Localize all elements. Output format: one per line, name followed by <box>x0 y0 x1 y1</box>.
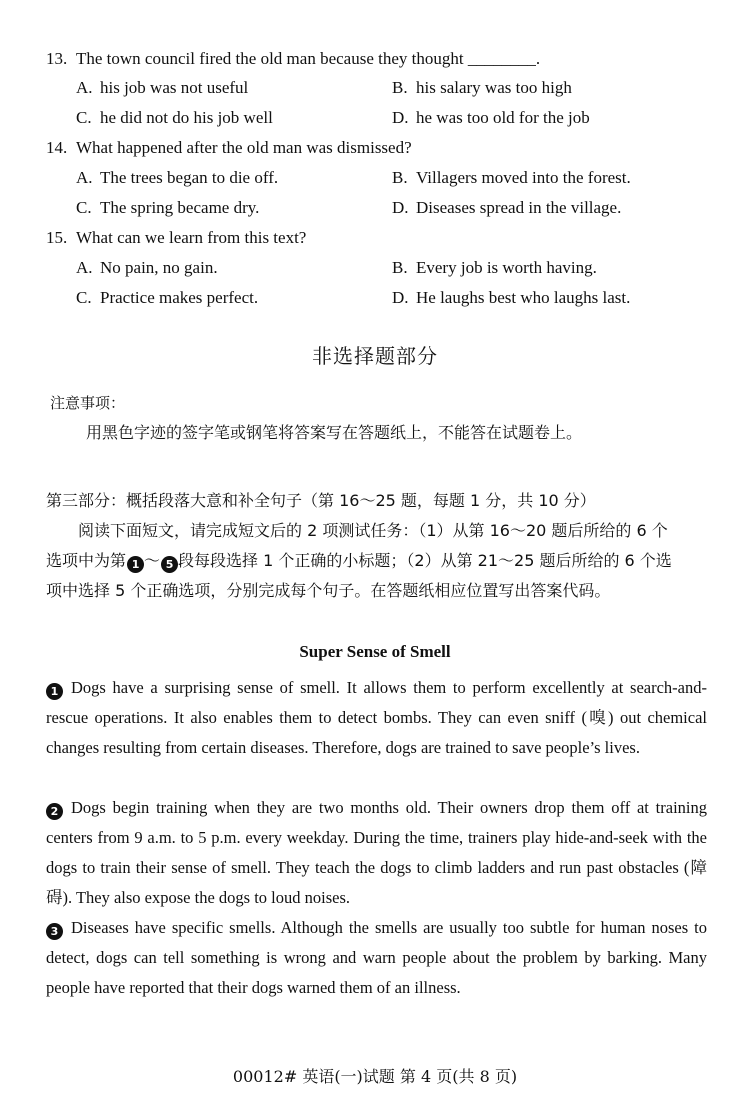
question-number: 13. <box>46 49 68 68</box>
option-15-d: D. He laughs best who laughs last. <box>392 288 631 307</box>
passage-paragraph-1: 1 Dogs have a surprising sense of smell. It allows them to perform excellently at search-and-rescue operations. It also enables them to detect bombs. They can even sniff (嗅) out chemical changes resulting from certain diseases. Therefore, dogs are trained to save people’s lives. <box>46 678 707 757</box>
section-title: 非选择题部分 <box>312 344 438 368</box>
paragraph-marker-icon: 1 <box>46 683 63 700</box>
option-14-a: A. The trees began to die off. <box>76 168 279 187</box>
option-13-c: C. he did not do his job well <box>76 108 273 127</box>
option-13-b: B. his salary was too high <box>392 78 572 97</box>
notice-text: 用黑色字迹的签字笔或钢笔将答案写在答题纸上，不能答在试题卷上。 <box>86 423 583 442</box>
question-number: 15. <box>46 228 68 247</box>
option-14-b: B. Villagers moved into the forest. <box>392 168 631 187</box>
question-stem: The town council fired the old man because they thought ________. <box>76 49 541 68</box>
question-stem: What happened after the old man was dismissed? <box>76 138 412 157</box>
part3-instruction-line-3: 项中选择 5 个正确选项，分别完成每个句子。在答题纸相应位置写出答案代码。 <box>46 581 611 600</box>
question-14 <box>46 137 412 159</box>
paragraph-marker-icon: 2 <box>46 803 63 820</box>
paragraph-marker-icon: 5 <box>161 556 178 573</box>
passage-paragraph-3: 3 Diseases have specific smells. Although the smells are usually too subtle for human noses to detect, dogs can tell something is wrong and warn people about the problem by barking. Many people have reported that their dogs warned them of an illness. <box>46 918 707 997</box>
part3-instruction-line-2: 选项中为第 1 ～ 5 段每段选择 1 个正确的小标题；（2）从第 21～25 题后所给的 6 个选 <box>46 551 672 571</box>
option-14-c: C. The spring became dry. <box>76 198 260 217</box>
question-stem: What can we learn from this text? <box>76 228 307 247</box>
option-15-a: A. No pain, no gain. <box>76 258 218 277</box>
option-14-d: D. Diseases spread in the village. <box>392 198 622 217</box>
paragraph-marker-icon: 1 <box>127 556 144 573</box>
question-15 <box>46 227 306 249</box>
part3-heading: 第三部分：概括段落大意和补全句子（第 16～25 题，每题 1 分，共 10 分） <box>46 491 596 510</box>
question-number: 14. <box>46 138 68 157</box>
option-13-d: D. he was too old for the job <box>392 108 590 127</box>
option-15-b: B. Every job is worth having. <box>392 258 597 277</box>
paragraph-marker-icon: 3 <box>46 923 63 940</box>
option-15-c: C. Practice makes perfect. <box>76 288 259 307</box>
passage-title: Super Sense of Smell <box>299 642 451 661</box>
notice-heading: 注意事项： <box>50 394 126 412</box>
part3-instruction-line-1: 阅读下面短文，请完成短文后的 2 项测试任务：（1）从第 16～20 题后所给的 6 个 <box>78 521 668 540</box>
question-13 <box>46 48 540 70</box>
option-13-a: A. his job was not useful <box>76 78 249 97</box>
page-footer: 00012# 英语(一)试题 第 4 页(共 8 页) <box>232 1067 518 1086</box>
passage-paragraph-2: 2 Dogs begin training when they are two months old. Their owners drop them off at training centers from 9 a.m. to 5 p.m. every weekday. During the time, trainers play hide-and-seek with the dogs to train their sense of smell. They teach the dogs to climb ladders and run past obstacles (障碍). They also expose the dogs to loud noises. <box>46 798 707 907</box>
